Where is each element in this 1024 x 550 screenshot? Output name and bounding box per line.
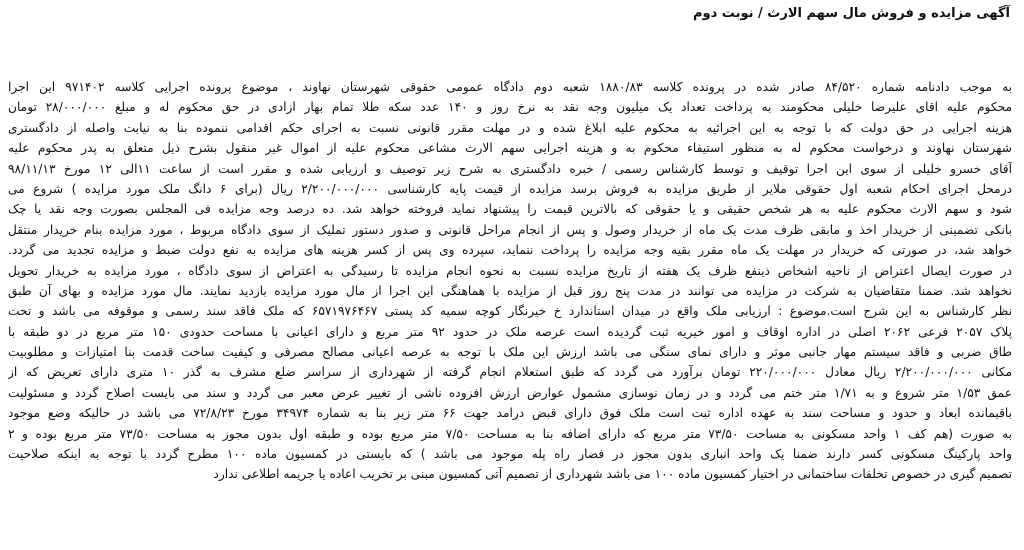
notice-line: خواهد شد، در صورتی که خریدار در مهلت یک ماه مقرر بقیه وجه مزایده را پرداخت ننماید، سپرده وی پس از کسر هزینه های مزایده به نفع دولت ضبط و مزایده تجدید می گردد. bbox=[8, 243, 1012, 258]
notice-line: واحد پارکینگ مسکونی کسر دارند ضمنا یک واحد انباری بدون مجوز در فضار راه پله موجود می باشد ) که بایستی در کمسیون ماده ۱۰۰ مطرح گردد با توجه به اینکه صلاحیت bbox=[8, 447, 1012, 462]
notice-line: محکوم علیه اقای علیرضا خلیلی محکومند به پرداخت تعداد یک میلیون وجه نقد به نرخ روز و ۱۴۰ عدد سکه طلا تمام بهار ازادی در حق محکوم له و مبلغ ۲۸/۰۰۰/۰۰۰ تومان bbox=[8, 100, 1012, 115]
notice-line: پلاک ۲۰۵۷ فرعی ۲۰۶۲ اصلی در اداره اوقاف و امور خیریه ثبت گردیده است عرصه ملک در حدود ۹۲ متر مربع و دارای اعیانی با مساحت حدودی ۱۵۰ متر مربع در دو طبقه با bbox=[8, 324, 1012, 339]
notice-line: تصمیم گیری در خصوص تخلفات ساختمانی در اختیار کمسیون ماده ۱۰۰ می باشد شهرداری از تصمیم آتی کمسیون مبنی بر تخریب اعاده یا جریمه اطلاعی ندارد bbox=[213, 467, 1012, 482]
notice-line: به صورت (هم کف ۱ واحد مسکونی به مساحت ۷۳/۵۰ متر مربع که دارای اضافه بنا به مساحت ۷/۵۰ متر مربع بوده و طبقه اول بدون مجوز به مساحت ۷۳/۵۰ متر مربع بوده و ۲ bbox=[8, 426, 1012, 441]
notice-title: آگهی مزایده و فروش مال سهم الارث / نوبت دوم bbox=[693, 6, 1010, 21]
notice-line: به موجب دادنامه شماره ۸۴/۵۲۰ صادر شده در پرونده کلاسه ۱۸۸۰/۸۳ شعبه دوم دادگاه عمومی حقوقی شهرستان نهاوند ، موضوع پرونده اجرایی کلاسه ۹۷۱۴۰۲ این اجرا bbox=[8, 80, 1012, 94]
notice-line: در صورت ایصال اعتراض از ناحیه اشخاص ذینفع ظرف یک هفته از تاریخ مزایده نسبت به نحوه انجام مزایده تا رسیدگی به اعتراض از سوی دادگاه ، مورد مزایده به خریدار تحویل bbox=[8, 263, 1012, 278]
notice-line: طاق ضربی و فاقد سیستم مهار جانبی موثر و دارای نمای سنگی می باشد ارزش این ملک با توجه به عرصه اعیانی مصالح مصرفی و کیفیت ساخت قدمت بنا امتیازات و مطلوبیت bbox=[8, 345, 1012, 360]
notice-line: مکانی ۲/۲۰۰/۰۰۰/۰۰۰ ریال معادل ۲۲۰/۰۰۰/۰۰۰ تومان برآورد می گردد که طبق استعلام انجام گرفته از شهرداری از سراسر ضلع مشرف به گذر ۱۰ متری دارای تعریض که از bbox=[8, 365, 1012, 380]
notice-line: آقای خسرو خلیلی از سوی این اجرا توقیف و توسط کارشناس رسمی / خبره دادگستری به شرح زیر توصیف و ارزیابی شده و مقرر است از ساعت ۱۱الی ۱۲ مورخ ۹۸/۱۱/۱۳ bbox=[8, 161, 1012, 176]
notice-line: شود و سهم الارث محکوم علیه به هر شخص حقیقی و یا حقوقی که بالاترین قیمت را پیشنهاد نماید فروخته خواهد شد. ده درصد وجه مزایده فی المجلس بصورت وجه نقد یا چک bbox=[8, 202, 1012, 217]
notice-body bbox=[8, 77, 1012, 485]
notice-line: نخواهد شد. ضمنا متقاضیان به شرکت در مزایده می توانند در مدت پنج روز قبل از مزایده با هماهنگی این اجرا از مال مورد مزایده بازدید نمایند. مال مورد مزایده و بهای آن طبق bbox=[8, 283, 1012, 298]
notice-line: عمق ۱/۵۳ متر شروع و به ۱/۷۱ متر ختم می گردد و در زمان نوسازی مشمول عوارض ارزش افزوده ناشی از تغییر عرض معبر می گردد و سند می بایست اصلاح گردد و مسئولیت bbox=[8, 385, 1012, 400]
notice-line: بانکی تضمینی از خریدار اخذ و مابقی ظرف مدت یک ماه از خریدار وصول و پس از انجام مراحل قانونی و صدور دستور تملیک از سوی دادگاه مربوط ، مورد مزایده بنام خریدار منتقل bbox=[8, 222, 1012, 237]
notice-line: درمحل اجرای احکام شعبه اول حقوقی ملایر از طریق مزایده به فروش برسد مزایده از قیمت پایه کارشناسی ۲/۲۰۰/۰۰۰/۰۰۰ ریال (برای ۶ دانگ ملک مورد مزایده ) شروع می bbox=[8, 181, 1012, 196]
notice-line: نظر کارشناس به این شرح است.موضوع : ارزیابی ملک واقع در میدان استاندارد خ خیرنگار کوچه سمیه کد پستی ۶۵۷۱۹۷۶۴۶۷ که ملک فاقد سند رسمی و موقوفه می باشد و تحت bbox=[8, 304, 1012, 319]
notice-line: باقیمانده ابعاد و حدود و مساحت سند به عهده اداره ثبت است ملک فوق دارای قبض درامد جهت ۶۶ متر زیر بنا به شماره ۳۴۹۷۴ مورخ ۷۲/۸/۲۳ می باشد در حالیکه وضع موجود bbox=[8, 406, 1012, 421]
notice-line: هزینه اجرایی در حق دولت که با توجه به این اجرائیه به محکوم علیه ابلاغ شده و در مهلت مقرر قانونی نسبت به اجرای حکم اقدامی ننموده بنا به نیابت واصله از دادگستری bbox=[8, 120, 1012, 135]
notice-line: شهرستان نهاوند و درخواست محکوم له به منظور استیفاء محکوم به و هزینه اجرایی سهم الارث مشاعی محکوم علیه از اموال غیر منقول بشرح ذیل متعلق به پدر محکوم علیه bbox=[8, 141, 1012, 156]
